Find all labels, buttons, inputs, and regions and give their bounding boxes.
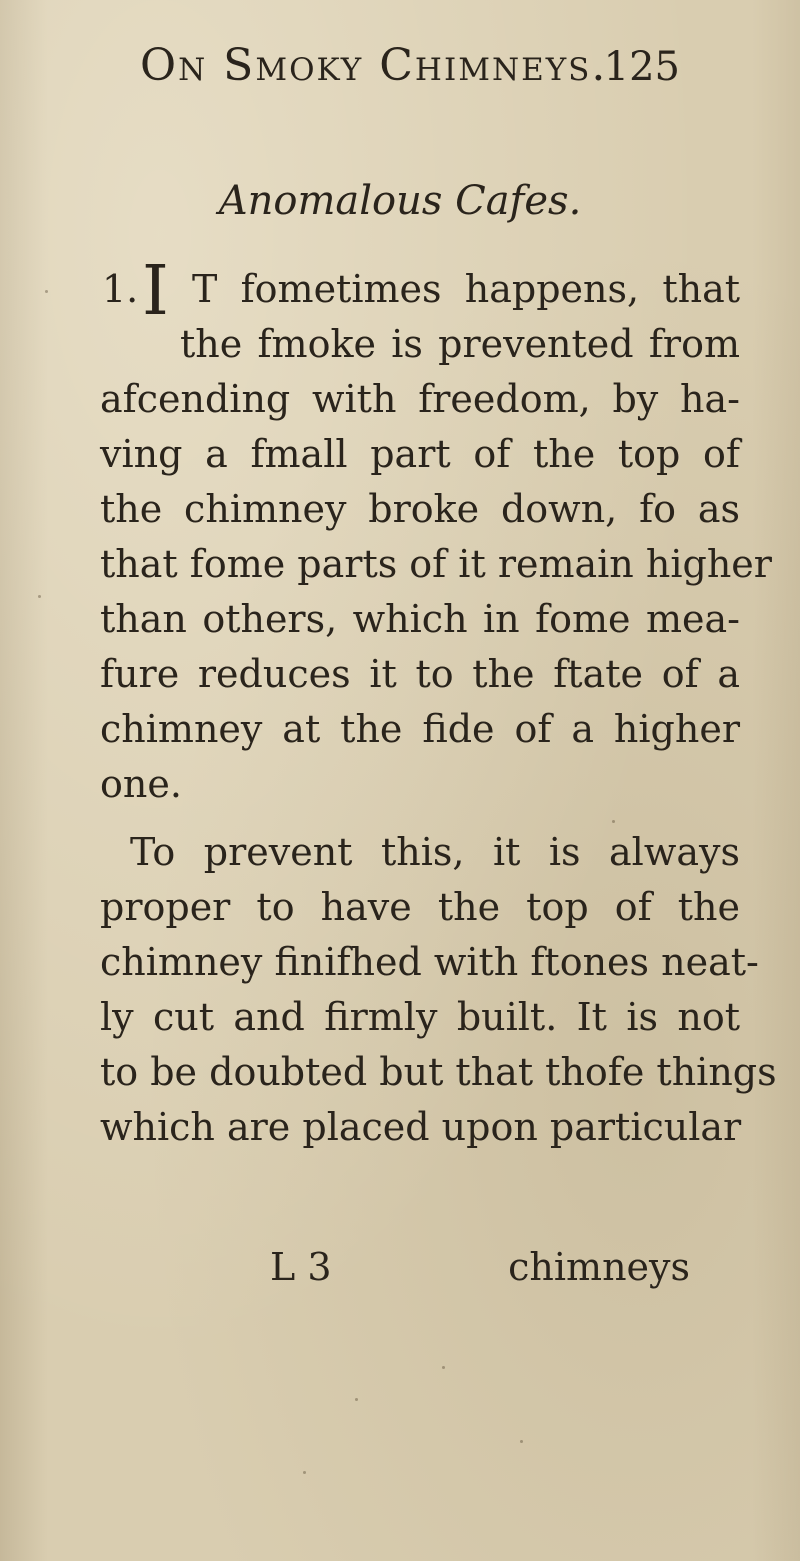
text-line: ly cut and firmly built. It is not [100,995,740,1039]
footer-line [270,1240,690,1295]
paragraph-1 [100,252,772,812]
paper-speck [303,1471,306,1474]
paper-speck [355,1398,358,1401]
text-line: T fometimes happens, that [192,267,740,311]
text-line: that fome parts of it remain higher [100,542,772,586]
paper-speck [45,290,48,293]
running-title: On Smoky Chimneys. [140,40,608,91]
text-line: which are placed upon particular [100,1105,742,1149]
catchword: chimneys [508,1245,690,1289]
running-head [140,40,700,100]
text-line: ving a fmall part of the top of [100,432,740,476]
text-line: chimney finifhed with ftones neat- [100,940,759,984]
text-line: proper to have the top of the [100,885,740,929]
text-line: chimney at the fide of a higher [100,707,740,751]
text-line: the chimney broke down, fo as [100,487,740,531]
text-line: to be doubted but that thofe things [100,1050,777,1094]
signature-mark: L 3 [270,1245,332,1289]
paragraph-number: 1. [102,267,139,311]
paper-speck [442,1366,445,1369]
text-line: than others, which in fome mea- [100,597,740,641]
paragraph-2 [100,825,777,1155]
page-number: 125 [603,44,680,90]
text-line: fure reduces it to the ftate of a [100,652,740,696]
paper-speck [520,1440,523,1443]
paper-speck [612,820,615,823]
drop-capital: I [142,252,169,331]
text-line: To prevent this, it is always [130,830,740,874]
paper-speck [38,595,41,598]
text-line: one. [100,762,182,806]
section-heading: Anomalous Cafes. [218,178,582,224]
text-line: afcending with freedom, by ha- [100,377,740,421]
text-line: the fmoke is prevented from [180,322,740,366]
